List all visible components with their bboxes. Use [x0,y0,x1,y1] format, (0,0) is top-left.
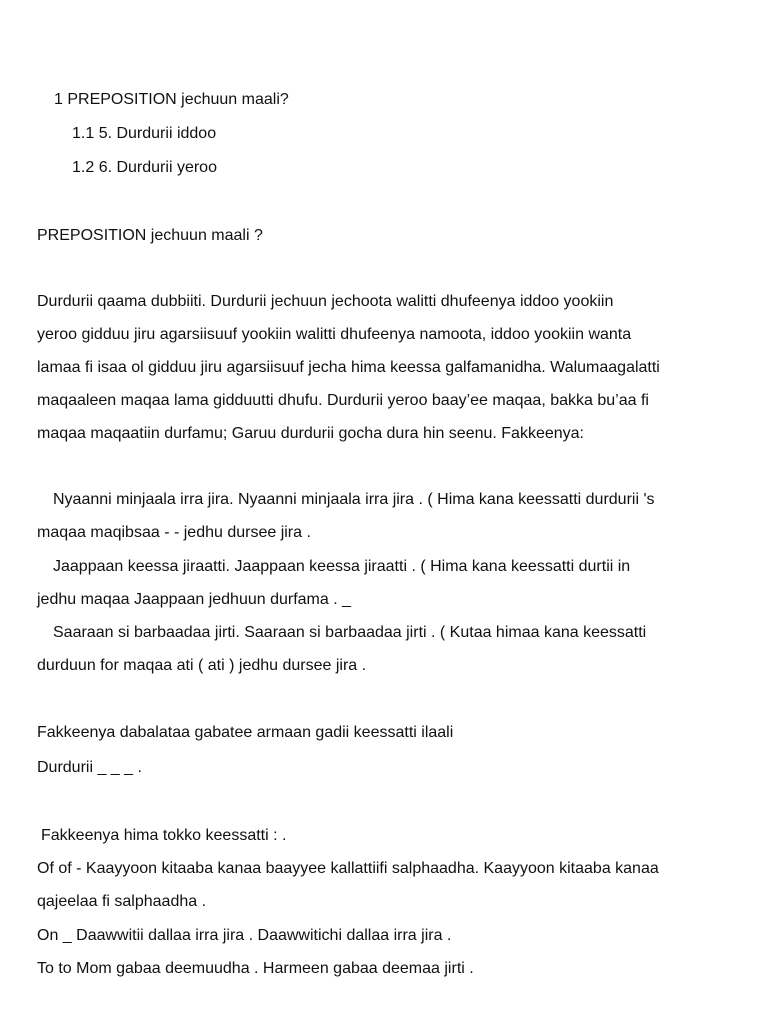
exercise-instruction: Fakkeenya dabalataa gabatee armaan gadii keessatti ilaali [37,724,454,741]
toc-item-1-2[interactable] [72,158,217,178]
example-line: Jaappaan keessa jiraatti. Jaappaan keessa jiraatti . ( Hima kana keessatti durtii in [53,558,631,575]
toc-item-1[interactable] [54,90,289,110]
exercise-blank: Durdurii _ _ _ . [37,759,142,776]
toc-link-preposition[interactable]: 1 PREPOSITION jechuun maali? [54,91,289,108]
intro-line: yeroo gidduu jiru agarsiisuuf yookiin walitti dhufeenya namoota, iddoo yookiin wanta [37,326,632,343]
intro-line: Durdurii qaama dubbiiti. Durdurii jechuun jechoota walitti dhufeenya iddoo yookiin [37,293,614,310]
intro-line: maqaa maqaatiin durfamu; Garuu durdurii gocha dura hin seenu. Fakkeenya: [37,425,584,442]
more-example-line: On _ Daawwitii dallaa irra jira . Daawwitichi dallaa irra jira . [37,927,452,944]
example-line: jedhu maqaa Jaappaan jedhuun durfama . _ [37,591,352,608]
toc-item-1-1[interactable] [72,124,216,144]
example-line: Nyaanni minjaala irra jira. Nyaanni minjaala irra jira . ( Hima kana keessatti durdurii 's [53,491,655,508]
more-example-line: To to Mom gabaa deemuudha . Harmeen gabaa deemaa jirti . [37,960,474,977]
more-example-line: Fakkeenya hima tokko keessatti : . [41,827,287,844]
intro-line: maqaaleen maqaa lama gidduutti dhufu. Durdurii yeroo baay’ee maqaa, bakka bu’aa fi [37,392,649,409]
intro-line: lamaa fi isaa ol gidduu jiru agarsiisuuf jecha hima keessa galfamanidha. Walumaagalatti [37,359,660,376]
toc-link-durdurii-iddoo[interactable]: 1.1 5. Durdurii iddoo [72,125,217,142]
more-example-line: qajeelaa fi salphaadha . [37,893,207,910]
toc-link-durdurii-yeroo[interactable]: 1.2 6. Durdurii yeroo [72,159,217,176]
example-line: Saaraan si barbaadaa jirti. Saaraan si barbaadaa jirti . ( Kutaa himaa kana keessatti [53,624,647,641]
example-line: durduun for maqaa ati ( ati ) jedhu dursee jira . [37,657,367,674]
more-example-line: Of of - Kaayyoon kitaaba kanaa baayyee kallattiifi salphaadha. Kaayyoon kitaaba kanaa [37,860,659,877]
section-heading: PREPOSITION jechuun maali ? [37,227,263,244]
example-line: maqaa maqibsaa - - jedhu dursee jira . [37,524,311,541]
